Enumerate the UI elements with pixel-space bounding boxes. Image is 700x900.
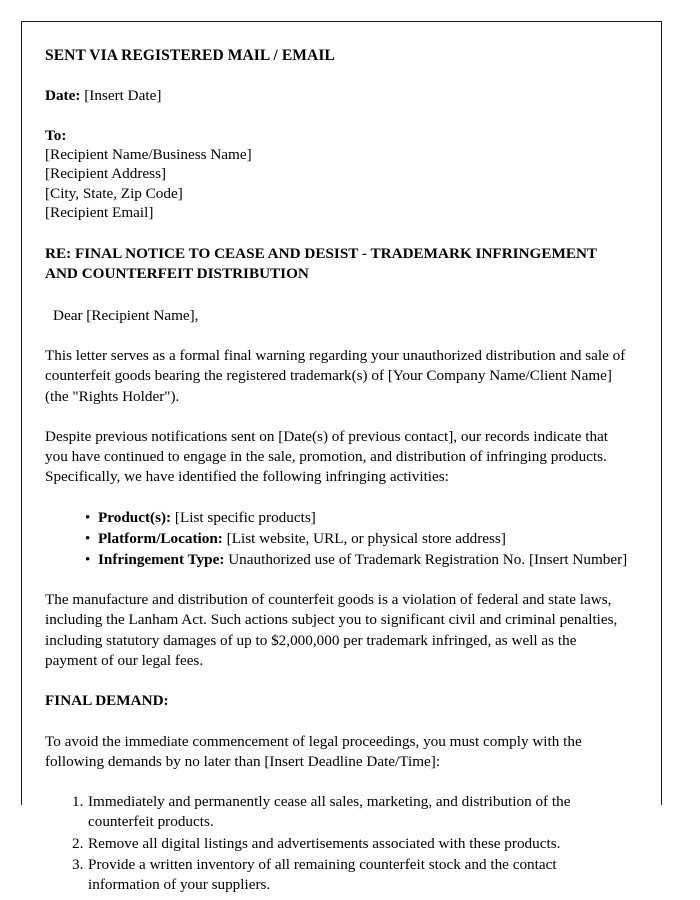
infringing-activity-text: [List specific products] <box>174 508 316 526</box>
paragraph-lanham-act-penalties: The manufacture and distribution of counterfeit goods is a violation of federal and state laws, including the Lanham Act. Such actions subject you to significant civil and criminal penalties, including statutory damages of up to $2,000,000 per trademark infringed, as well as the payment of our legal fees. <box>45 591 618 669</box>
salutation-line: Dear [Recipient Name], <box>53 306 199 324</box>
recipient-address-line: [Recipient Address] <box>45 165 167 183</box>
infringing-activity-text: Unauthorized use of Trademark Registration No. [Insert Number] <box>228 550 628 568</box>
date-line <box>45 86 631 106</box>
paragraph-previous-notifications: Despite previous notifications sent on [Date(s) of previous contact], our records indicate that you have continued to engage in the sale, promotion, and distribution of infringing products. Specifically, we have identified the following infringing activities: <box>45 427 609 486</box>
recipient-city-state-zip-line: [City, State, Zip Code] <box>45 184 183 202</box>
recipient-address-block <box>45 126 631 223</box>
recipient-email-line: [Recipient Email] <box>45 204 154 222</box>
infringing-activity-label: Product(s): <box>98 508 172 526</box>
to-label: To: <box>45 126 67 144</box>
demands-list <box>45 792 631 895</box>
list-item: Remove all digital listings and advertisements associated with these products. <box>88 834 561 852</box>
date-value: [Insert Date] <box>84 86 162 104</box>
recipient-name-line: [Recipient Name/Business Name] <box>45 146 252 164</box>
paragraph-formal-warning: This letter serves as a formal final warning regarding your unauthorized distribution and sale of counterfeit goods bearing the registered trademark(s) of [Your Company Name/Client Name] (the "Rights Holder"). <box>45 347 626 405</box>
date-label: Date: <box>45 86 81 104</box>
list-item <box>86 550 631 570</box>
infringing-activity-label: Infringement Type: <box>98 550 225 568</box>
list-item: Immediately and permanently cease all sales, marketing, and distribution of the counterfeit products. <box>88 793 571 831</box>
subject-heading: RE: FINAL NOTICE TO CEASE AND DESIST - TRADEMARK INFRINGEMENT AND COUNTERFEIT DISTRIBUTION <box>45 244 597 282</box>
infringing-activity-text: [List website, URL, or physical store address] <box>226 529 506 547</box>
list-item <box>86 508 631 528</box>
infringing-activity-label: Platform/Location: <box>98 529 223 547</box>
document-body <box>45 46 631 896</box>
infringing-activities-list <box>45 508 631 571</box>
final-demand-heading: FINAL DEMAND: <box>45 692 169 710</box>
paragraph-compliance-deadline: To avoid the immediate commencement of legal proceedings, you must comply with the following demands by no later than [Insert Deadline Date/Time]: <box>45 732 582 770</box>
list-item: Provide a written inventory of all remaining counterfeit stock and the contact information of your suppliers. <box>88 855 557 894</box>
delivery-method-heading: SENT VIA REGISTERED MAIL / EMAIL <box>45 47 335 64</box>
list-item <box>86 529 631 549</box>
